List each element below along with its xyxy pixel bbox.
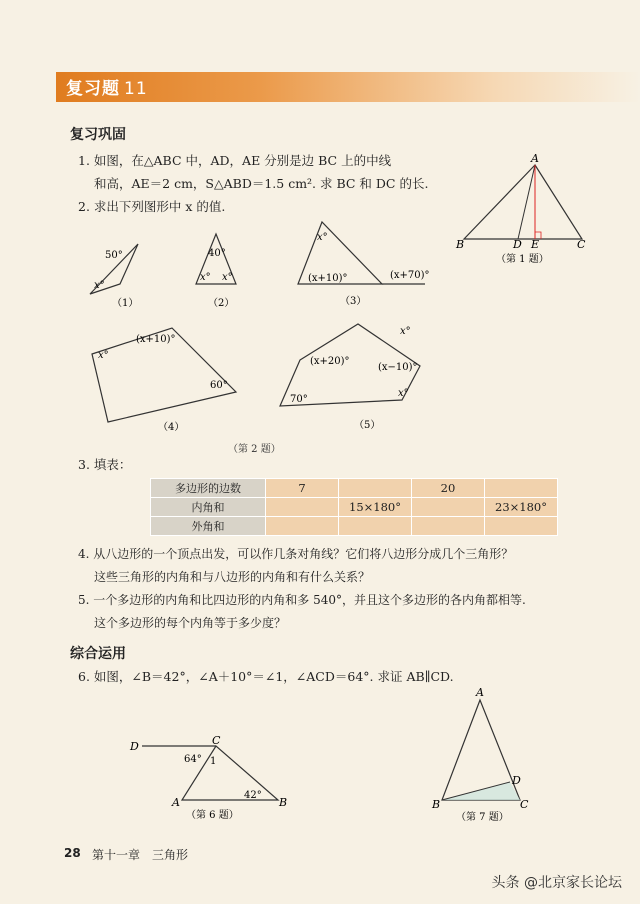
table-cell: 7 (266, 479, 339, 498)
fig2-5-angle-x-plus-20: (x+20)° (310, 356, 350, 367)
figure-2-3-triangle (290, 214, 440, 312)
fig6-label-C: C (212, 734, 221, 747)
table-header-sides: 多边形的边数 (151, 479, 266, 498)
fig2-4-angle-60: 60° (210, 380, 228, 391)
table-cell (339, 479, 412, 498)
fig1-label-B: B (456, 238, 465, 251)
fig2-2-angle-x-right: x° (222, 272, 233, 283)
table-cell: 23×180° (485, 498, 558, 517)
figure-2-1-triangle (80, 230, 150, 312)
fig7-label-C: C (520, 798, 529, 811)
fig2-3-angle-x: x° (317, 232, 328, 243)
fig6-caption: （第 6 题） (186, 810, 239, 821)
fig2-3-angle-x-plus-10: (x+10)° (308, 273, 348, 284)
fig6-angle-64: 64° (184, 754, 202, 765)
page-title-number: 11 (124, 79, 148, 99)
table-cell (485, 479, 558, 498)
question-4-line-2: 这些三角形的内角和与八边形的内角和有什么关系？ (94, 570, 371, 584)
fig6-angle-1: 1 (210, 756, 217, 767)
fig6-angle-42: 42° (244, 790, 262, 801)
polygon-table (150, 478, 558, 536)
fig2-3-angle-x-plus-70: (x+70)° (390, 270, 430, 281)
question-4-line-1: 4. 从八边形的一个顶点出发，可以作几条对角线？它们将八边形分成几个三角形？ (78, 547, 514, 561)
fig2-2-caption: （2） (208, 298, 235, 309)
fig2-4-angle-x: x° (98, 350, 109, 361)
fig6-label-B: B (279, 796, 288, 809)
fig2-4-caption: （4） (158, 422, 185, 432)
fig1-label-A: A (531, 152, 539, 165)
fig2-1-angle-x: x° (94, 280, 105, 291)
fig2-2-angle-x-left: x° (200, 272, 211, 283)
fig2-1-caption: （1） (112, 298, 139, 309)
fig7-caption: （第 7 题） (456, 812, 509, 823)
table-row (151, 517, 558, 536)
fig2-1-angle-50: 50° (105, 250, 123, 261)
table-cell (485, 517, 558, 536)
question-6-line-1: 6. 如图，∠B＝42°，∠A＋10°＝∠1，∠ACD＝64°. 求证 AB∥CD. (78, 669, 454, 684)
fig2-4-angle-x-plus-10: (x+10)° (136, 334, 176, 345)
fig1-caption: （第 1 题） (496, 254, 549, 265)
question-5-line-2: 这个多边形的每个内角等于多少度？ (94, 616, 287, 630)
fig2-caption: （第 2 题） (228, 444, 281, 455)
fig2-5-angle-x-top: x° (400, 326, 411, 337)
figure-6 (126, 734, 296, 824)
figure-2-5-pentagon (276, 320, 446, 430)
figure-2-4-quadrilateral (88, 322, 248, 432)
table-cell (339, 517, 412, 536)
table-row (151, 498, 558, 517)
table-cell: 15×180° (339, 498, 412, 517)
fig1-label-E: E (531, 238, 540, 251)
table-cell: 20 (412, 479, 485, 498)
question-2-line-1: 2. 求出下列图形中 x 的值. (78, 199, 226, 214)
fig2-2-angle-40: 40° (208, 248, 226, 259)
watermark: 头条 @北京家长论坛 (491, 875, 622, 891)
table-cell (266, 517, 339, 536)
table-header-exterior-sum: 外角和 (151, 517, 266, 536)
question-5-line-1: 5. 一个多边形的内角和比四边形的内角和多 540°，并且这个多边形的各内角都相等. (78, 593, 526, 607)
fig1-label-C: C (577, 238, 586, 251)
fig2-3-caption: （3） (340, 296, 367, 307)
page-number: 28 (64, 846, 81, 860)
question-3-line-1: 3. 填表： (78, 457, 132, 472)
fig7-label-A: A (476, 686, 484, 699)
fig6-label-D: D (130, 740, 139, 753)
fig7-label-D: D (512, 774, 521, 787)
fig2-5-angle-x-bottom: x° (398, 388, 409, 399)
section-title-review: 复习巩固 (70, 127, 126, 143)
fig2-5-caption: （5） (354, 420, 381, 430)
question-1-line-1: 1. 如图，在△ABC 中，AD，AE 分别是边 BC 上的中线 (78, 153, 392, 168)
figure-1-triangle (450, 150, 600, 270)
table-cell (412, 498, 485, 517)
fig1-label-D: D (513, 238, 522, 251)
fig6-label-A: A (172, 796, 180, 809)
footer-chapter-title: 三角形 (152, 848, 189, 862)
table-header-interior-sum: 内角和 (151, 498, 266, 517)
table-row (151, 479, 558, 498)
section-title-application: 综合运用 (70, 646, 126, 662)
fig2-5-angle-x-minus-10: (x−10)° (378, 362, 418, 373)
fig7-label-B: B (432, 798, 441, 811)
page-title: 复习题 11 (66, 79, 148, 99)
table-cell (266, 498, 339, 517)
question-1-line-2: 和高，AE＝2 cm，S△ABD＝1.5 cm². 求 BC 和 DC 的长. (94, 176, 429, 191)
figure-2-2-triangle (188, 222, 248, 312)
footer-chapter: 第十一章 (92, 848, 141, 862)
table-cell (412, 517, 485, 536)
figure-7 (428, 686, 538, 824)
fig2-5-angle-70: 70° (290, 394, 308, 405)
